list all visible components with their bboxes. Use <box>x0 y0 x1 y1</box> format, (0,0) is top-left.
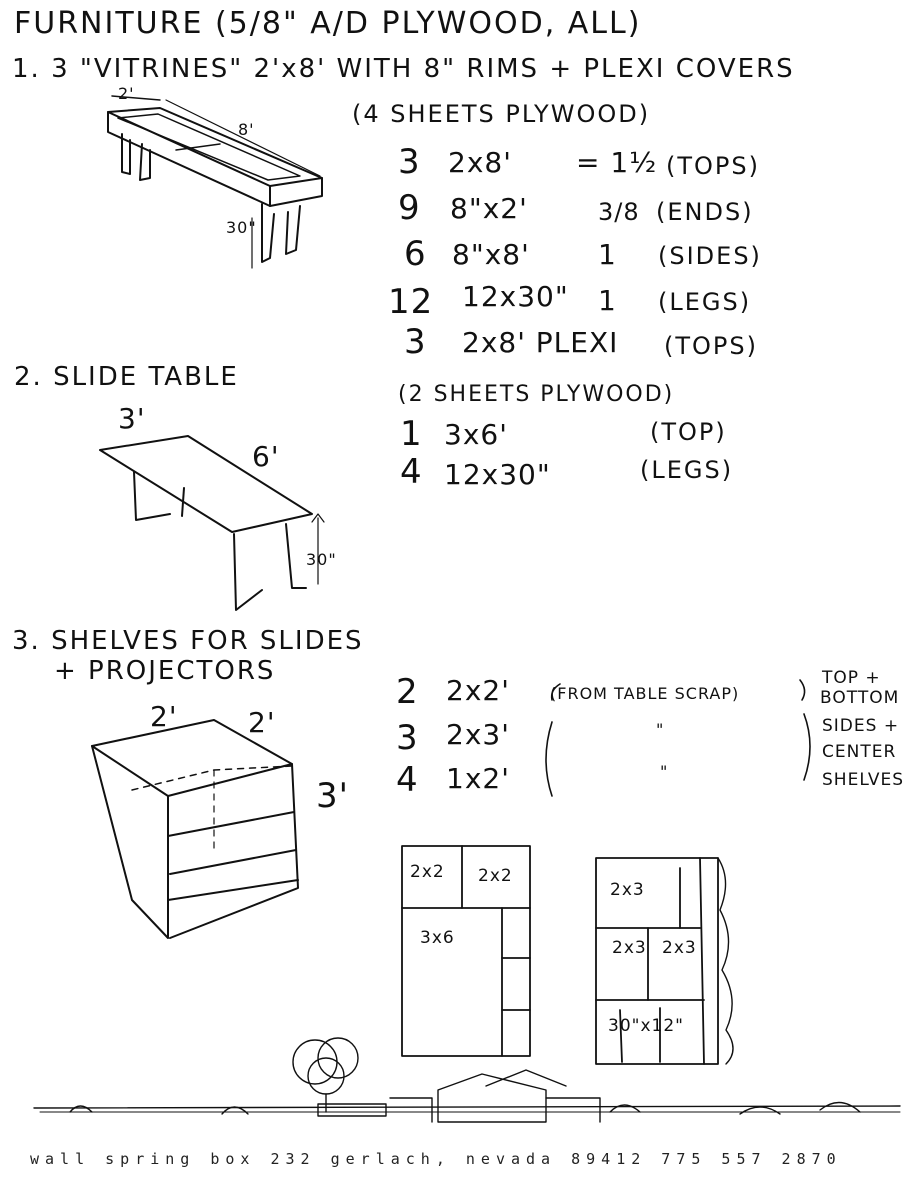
shelf-width-label: 2' <box>150 700 178 733</box>
section-1-heading: 1. 3 "VITRINES" 2'x8' WITH 8" RIMS + PLEXI COVERS <box>12 54 795 84</box>
table-row-dim: 12x30" <box>444 458 551 491</box>
section-3-heading-2: + PROJECTORS <box>54 656 276 686</box>
section-3-heading: 3. SHELVES FOR SLIDES <box>12 626 364 656</box>
side-note-top: BOTTOM <box>820 688 900 708</box>
vitrine-row-dim: 8"x8' <box>452 238 530 271</box>
shelf-row-note: " <box>656 720 665 739</box>
vitrine-row-part: (TOPS) <box>666 152 760 180</box>
side-note-top: TOP + <box>822 668 881 688</box>
vitrine-width-label: 2' <box>118 84 135 103</box>
cut-piece-label: 2x3 <box>610 880 645 900</box>
side-note-sides: CENTER <box>822 742 897 762</box>
shelf-height-label: 3' <box>316 776 349 816</box>
table-length-label: 6' <box>252 440 280 473</box>
vitrine-length-label: 8' <box>238 120 255 139</box>
vitrine-sketch <box>108 96 322 268</box>
vitrine-row-part: (LEGS) <box>658 288 752 316</box>
vitrine-row-qty: 6 <box>404 234 427 274</box>
shelf-row-dim: 2x2' <box>446 674 510 707</box>
cut-piece-label: 2x2 <box>478 866 513 886</box>
vitrine-row-qty: 3 <box>404 322 427 362</box>
shelf-depth-label: 2' <box>248 706 276 739</box>
shelf-row-qty: 4 <box>396 760 419 800</box>
shelf-row-dim: 2x3' <box>446 718 510 751</box>
table-width-label: 3' <box>118 402 146 435</box>
vitrine-row-dim: 12x30" <box>462 280 569 313</box>
vitrine-row-qty: 9 <box>398 188 421 228</box>
table-row-qty: 1 <box>400 414 423 454</box>
table-row-part: (TOP) <box>650 418 727 446</box>
shelf-row-note: " <box>660 762 669 781</box>
vitrine-row-part: (SIDES) <box>658 242 762 270</box>
cut-layout-1 <box>402 846 530 1056</box>
vitrine-row-dim: 2x8' PLEXI <box>462 326 619 359</box>
cut-piece-label: 3x6 <box>420 928 455 948</box>
vitrine-height-label: 30" <box>226 218 257 237</box>
vitrine-row-qty: 12 <box>388 282 434 322</box>
cut-piece-label: 2x3 <box>662 938 697 958</box>
vitrine-row-sheets: 1 <box>598 284 617 317</box>
vitrine-row-qty: 3 <box>398 142 421 182</box>
brackets <box>546 680 810 796</box>
section-2-heading: 2. SLIDE TABLE <box>14 362 239 392</box>
shelf-row-note: (FROM TABLE SCRAP) <box>550 684 740 703</box>
section-2-sheets: (2 SHEETS PLYWOOD) <box>398 382 675 407</box>
side-note-sides: SIDES + <box>822 716 900 736</box>
landscape-logo <box>34 1038 900 1122</box>
table-row-qty: 4 <box>400 452 423 492</box>
shelves-sketch <box>92 720 298 938</box>
vitrine-row-dim: 2x8' <box>448 146 512 179</box>
cut-piece-label: 2x2 <box>410 862 445 882</box>
table-row-part: (LEGS) <box>640 456 734 484</box>
slide-table-sketch <box>100 436 324 610</box>
footer-address: wall spring box 232 gerlach, nevada 89412 775 557 2870 <box>30 1150 842 1168</box>
vitrine-row-sheets: 3/8 <box>598 198 640 226</box>
vitrine-row-sheets: = 1½ <box>576 146 658 179</box>
vitrine-row-dim: 8"x2' <box>450 192 528 225</box>
side-note-sides: SHELVES <box>822 770 905 790</box>
shelf-row-qty: 2 <box>396 672 419 712</box>
table-height-label: 30" <box>306 550 337 569</box>
shelf-row-qty: 3 <box>396 718 419 758</box>
section-1-sheets: (4 SHEETS PLYWOOD) <box>352 100 651 128</box>
table-row-dim: 3x6' <box>444 418 508 451</box>
cut-piece-label: 30"x12" <box>608 1016 684 1036</box>
shelf-row-dim: 1x2' <box>446 762 510 795</box>
cut-layout-2 <box>596 858 733 1064</box>
vitrine-row-sheets: 1 <box>598 238 617 271</box>
vitrine-row-part: (TOPS) <box>664 332 758 360</box>
cut-piece-label: 2x3 <box>612 938 647 958</box>
page-title: FURNITURE (5/8" A/D PLYWOOD, ALL) <box>14 6 642 41</box>
vitrine-row-part: (ENDS) <box>656 198 754 226</box>
